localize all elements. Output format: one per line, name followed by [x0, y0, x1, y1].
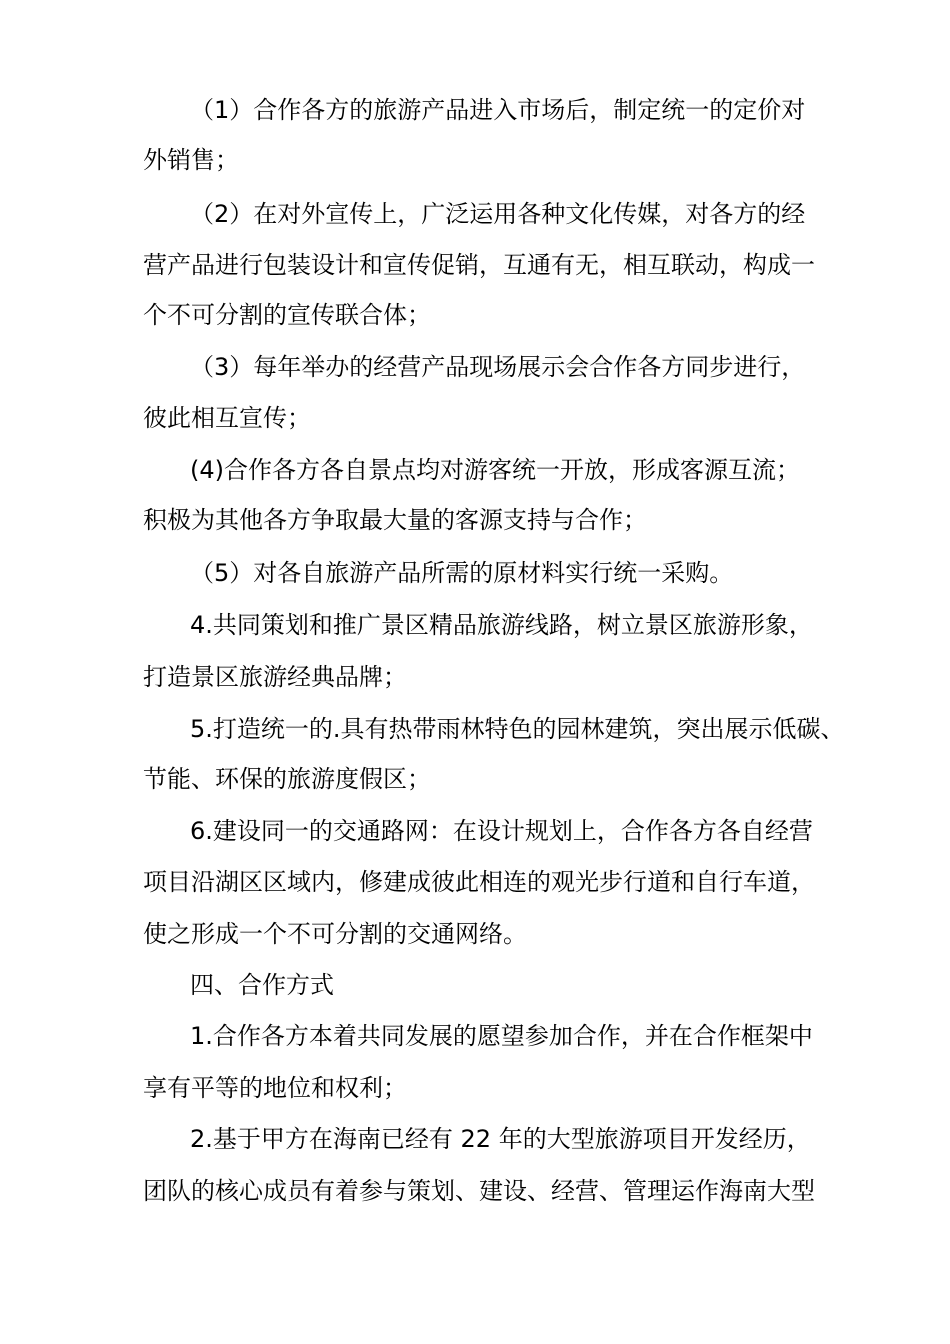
paragraph-line: (4)合作各方各自景点均对游客统一开放，形成客源互流；: [190, 456, 800, 484]
paragraph-line: 个不可分割的宣传联合体；: [143, 301, 431, 329]
paragraph-line: 2.基于甲方在海南已经有 22 年的大型旅游项目开发经历，: [190, 1125, 811, 1153]
paragraph-line: （2）在对外宣传上，广泛运用各种文化传媒，对各方的经: [190, 200, 806, 228]
paragraph-line: 积极为其他各方争取最大量的客源支持与合作；: [143, 506, 647, 534]
paragraph-line: 节能、环保的旅游度假区；: [143, 765, 431, 793]
paragraph-line: 团队的核心成员有着参与策划、建设、经营、管理运作海南大型: [143, 1177, 815, 1205]
paragraph-line: 1.合作各方本着共同发展的愿望参加合作，并在合作框架中: [190, 1022, 813, 1050]
paragraph-line: 外销售；: [143, 146, 239, 174]
section-heading: 四、合作方式: [190, 971, 334, 999]
paragraph-line: （1）合作各方的旅游产品进入市场后，制定统一的定价对: [190, 96, 806, 124]
paragraph-line: 彼此相互宣传；: [143, 404, 311, 432]
paragraph-line: 享有平等的地位和权利；: [143, 1074, 407, 1102]
paragraph-line: （3）每年举办的经营产品现场展示会合作各方同步进行，: [190, 353, 806, 381]
paragraph-line: （5）对各自旅游产品所需的原材料实行统一采购。: [190, 559, 734, 587]
paragraph-line: 打造景区旅游经典品牌；: [143, 663, 407, 691]
paragraph-line: 项目沿湖区区域内，修建成彼此相连的观光步行道和自行车道，: [143, 868, 815, 896]
paragraph-line: 使之形成一个不可分割的交通网络。: [143, 920, 527, 948]
paragraph-line: 营产品进行包装设计和宣传促销，互通有无，相互联动，构成一: [143, 251, 815, 279]
paragraph-line: 5.打造统一的.具有热带雨林特色的园林建筑，突出展示低碳、: [190, 715, 845, 743]
paragraph-line: 4.共同策划和推广景区精品旅游线路，树立景区旅游形象，: [190, 611, 813, 639]
paragraph-line: 6.建设同一的交通路网：在设计规划上，合作各方各自经营: [190, 817, 813, 845]
